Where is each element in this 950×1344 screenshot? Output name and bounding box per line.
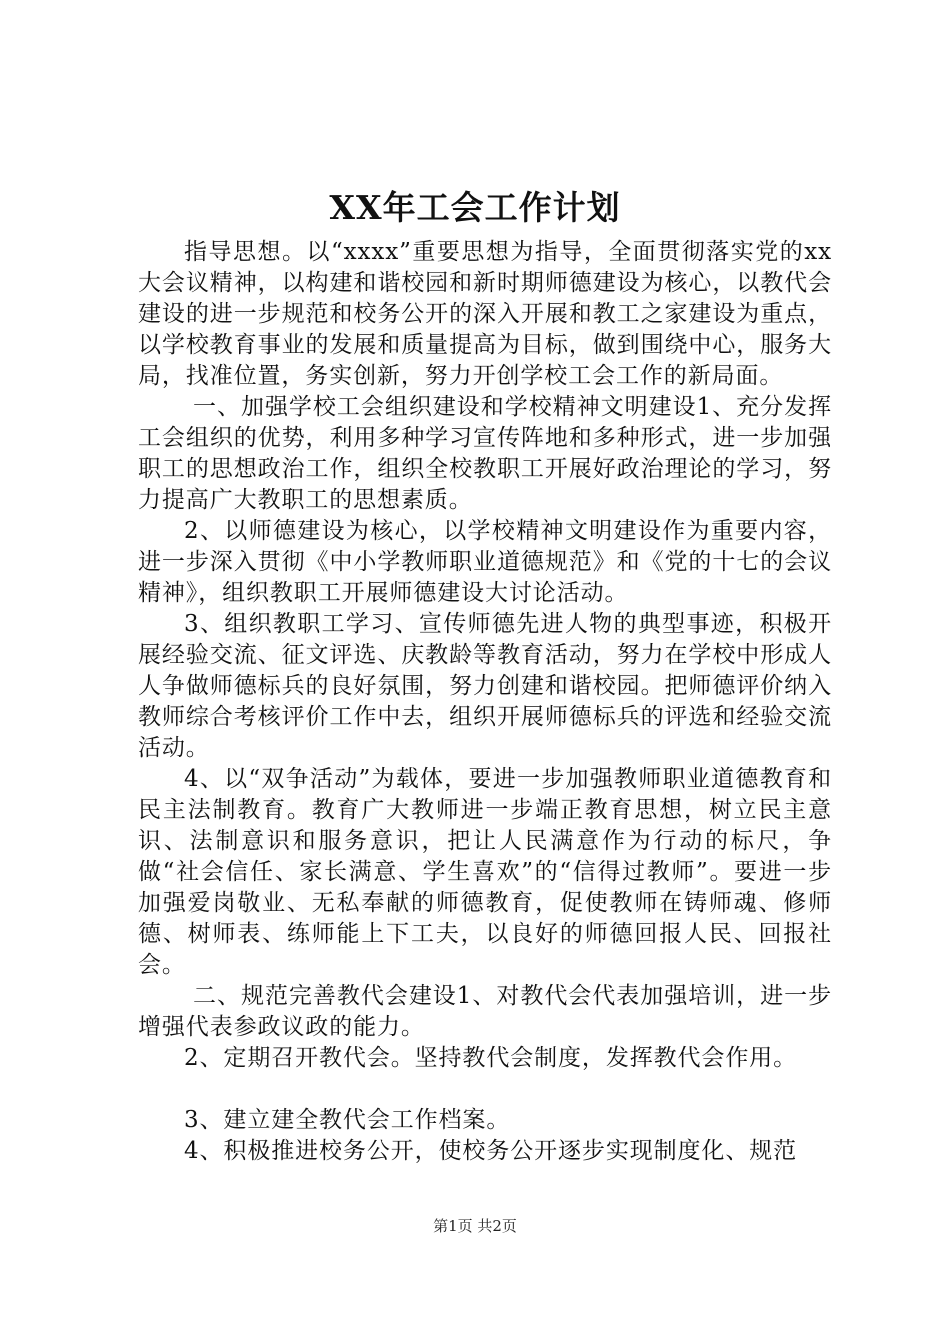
paragraph-item-4: 4、以“双争活动”为载体，要进一步加强教师职业道德教育和民主法制教育。教育广大教师进一步端正教育思想，树立民主意识、法制意识和服务意识，把让人民满意作为行动的标尺，争做“社会信任、家长满意、学生喜欢”的“信得过教师”。要进一步加强爱岗敬业、无私奉献的师德教育，促使教师在铸师魂、修师德、树师表、练师能上下工夫，以良好的师德回报人民、回报社会。 [138, 766, 832, 978]
document-body [138, 237, 832, 1167]
paragraph-school-affairs: 4、积极推进校务公开，使校务公开逐步实现制度化、规范 [184, 1138, 798, 1164]
paragraph-item-3: 3、组织教职工学习、宣传师德先进人物的典型事迹，积极开展经验交流、征文评选、庆教龄等教育活动，努力在学校中形成人人争做师德标兵的良好氛围，努力创建和谐校园。把师德评价纳入教师综合考核评价工作中去，组织开展师德标兵的评选和经验交流活动。 [138, 611, 832, 761]
paragraph-spacer [138, 1074, 832, 1105]
page-number-footer: 第1页 共2页 [433, 1217, 517, 1235]
paragraph-congress-meeting: 2、定期召开教代会。坚持教代会制度，发挥教代会作用。 [184, 1045, 798, 1071]
paragraph-section-two: 二、规范完善教代会建设1、对教代会代表加强培训，进一步增强代表参政议政的能力。 [138, 983, 832, 1040]
paragraph-section-one: 一、加强学校工会组织建设和学校精神文明建设1、充分发挥工会组织的优势，利用多种学习宣传阵地和多种形式，进一步加强职工的思想政治工作，组织全校教职工开展好政治理论的学习，努力提高广大教职工的思想素质。 [138, 394, 832, 513]
paragraph-item-2: 2、以师德建设为核心，以学校精神文明建设作为重要内容，进一步深入贯彻《中小学教师职业道德规范》和《党的十七的会议精神》，组织教职工开展师德建设大讨论活动。 [138, 518, 832, 606]
paragraph-congress-archive: 3、建立建全教代会工作档案。 [184, 1107, 511, 1133]
document-title: XX年工会工作计划 [329, 188, 621, 227]
paragraph-guiding-thought: 指导思想。以“xxxx”重要思想为指导，全面贯彻落实党的xx大会议精神，以构建和谐校园和新时期师德建设为核心，以教代会建设的进一步规范和校务公开的深入开展和教工之家建设为重点，以学校教育事业的发展和质量提高为目标，做到围绕中心，服务大局，找准位置，务实创新，努力开创学校工会工作的新局面。 [138, 239, 832, 389]
